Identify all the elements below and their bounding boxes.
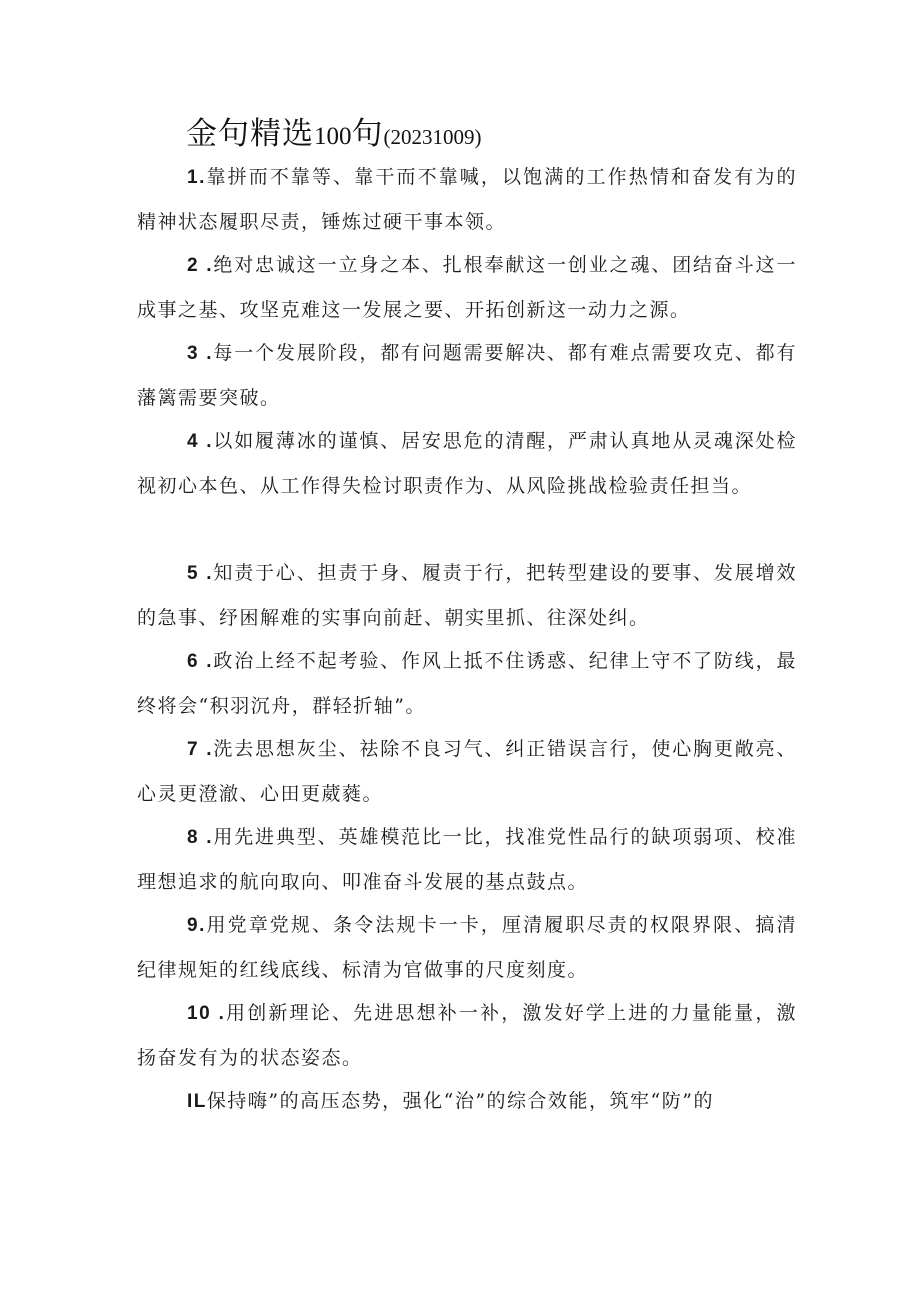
quote-text: 靠拼而不靠等、靠干而不靠喊，以饱满的工作热情和奋发有为的精神状态履职尽责，锤炼过硬干事本领。 — [137, 166, 797, 233]
quote-number: 5 . — [187, 563, 213, 584]
quote-text: 以如履薄冰的谨慎、居安思危的清醒，严肃认真地从灵魂深处检视初心本色、从工作得失检讨职责作为、从风险挑战检验责任担当。 — [137, 430, 797, 497]
quote-item-1 — [137, 155, 797, 244]
quote-number: IL — [187, 1091, 207, 1112]
quote-text: 每一个发展阶段，都有问题需要解决、都有难点需要攻克、都有藩篱需要突破。 — [137, 342, 797, 409]
quote-text: 政治上经不起考验、作风上抵不住诱惑、纪律上守不了防线，最终将会“积羽沉舟，群轻折轴”。 — [137, 650, 797, 717]
quote-text: 用党章党规、条令法规卡一卡，厘清履职尽责的权限界限、搞清纪律规矩的红线底线、标清为官做事的尺度刻度。 — [137, 914, 797, 981]
title-main: 金句精选 — [186, 116, 314, 152]
document-title — [186, 108, 482, 153]
title-number: 100 — [314, 123, 352, 150]
quote-text: 知责于心、担责于身、履责于行，把转型建设的要事、发展增效的急事、纾困解难的实事向前赶、朝实里抓、往深处纠。 — [137, 562, 797, 629]
quote-item-2 — [137, 243, 797, 332]
quote-item-11 — [137, 1079, 797, 1124]
title-date: (20231009) — [383, 125, 482, 149]
title-tail: 句 — [351, 116, 384, 152]
quote-number: 3 . — [187, 343, 213, 364]
quote-text: 洗去思想灰尘、祛除不良习气、纠正错误言行，使心胸更敞亮、心灵更澄澈、心田更葳蕤。 — [137, 738, 797, 805]
quote-item-7 — [137, 727, 797, 816]
quote-item-10 — [137, 991, 797, 1080]
quote-item-5 — [137, 551, 797, 640]
quote-text: 用先进典型、英雄模范比一比，找准党性品行的缺项弱项、校准理想追求的航向取向、叩准奋斗发展的基点鼓点。 — [137, 826, 797, 893]
quote-number: 7 . — [187, 739, 213, 760]
quote-item-3 — [137, 331, 797, 420]
quote-number: 9. — [187, 915, 206, 936]
quote-number: 1. — [187, 167, 206, 188]
quote-number: 8 . — [187, 827, 213, 848]
quote-item-6 — [137, 639, 797, 728]
quote-text: 用创新理论、先进思想补一补，激发好学上进的力量能量，激扬奋发有为的状态姿态。 — [137, 1002, 797, 1069]
quote-item-9 — [137, 903, 797, 992]
quote-number: 2 . — [187, 255, 213, 276]
quote-item-4 — [137, 419, 797, 508]
quote-number: 10 . — [187, 1003, 226, 1024]
quote-text: 绝对忠诚这一立身之本、扎根奉献这一创业之魂、团结奋斗这一成事之基、攻坚克难这一发展之要、开拓创新这一动力之源。 — [137, 254, 797, 321]
quote-number: 4 . — [187, 431, 213, 452]
quote-number: 6 . — [187, 651, 213, 672]
quote-text: 保持嗨”的高压态势，强化“治”的综合效能，筑牢“防”的 — [206, 1090, 714, 1112]
quote-item-8 — [137, 815, 797, 904]
